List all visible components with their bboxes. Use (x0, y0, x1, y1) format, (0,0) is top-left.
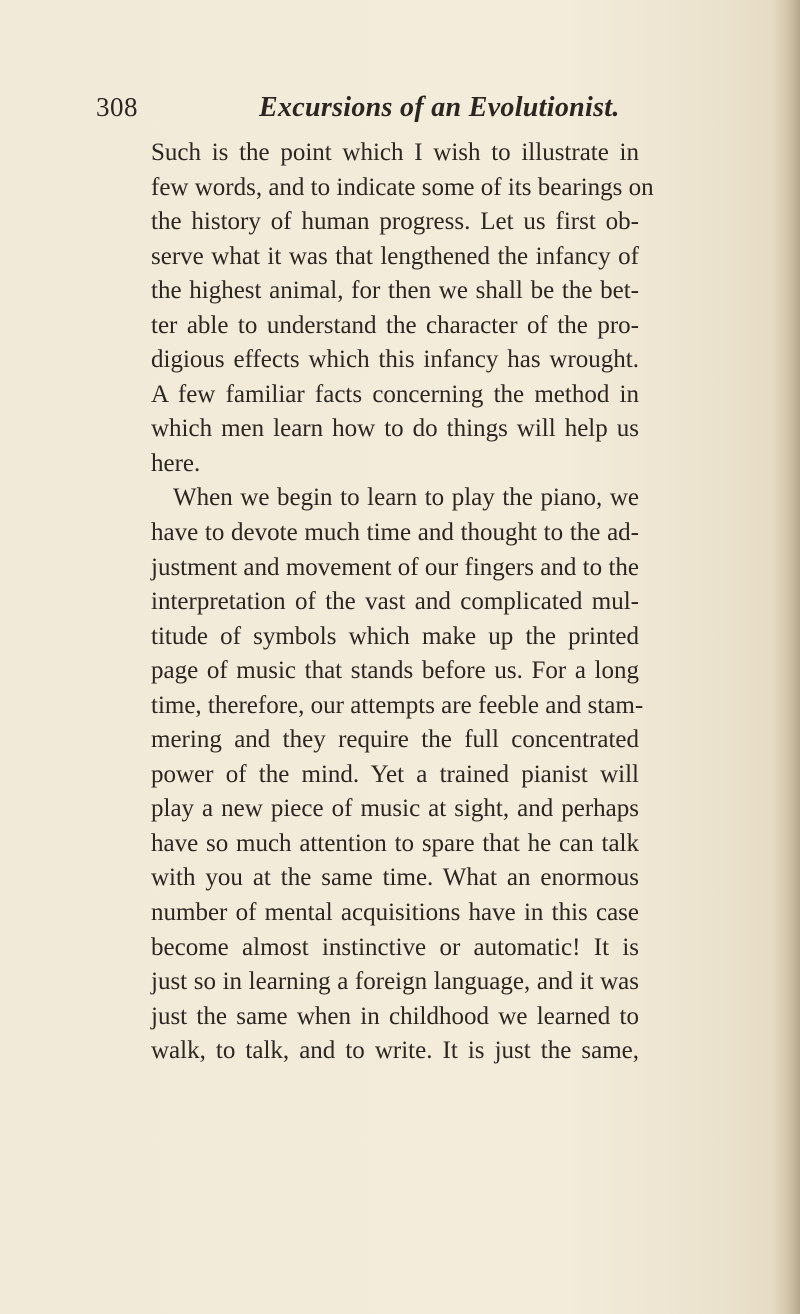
text-line: mering and they require the full concentrated (151, 726, 639, 754)
text-line: number of mental acquisitions have in this case (151, 899, 639, 927)
text-line: time, therefore, our attempts are feeble and stam- (151, 691, 644, 719)
text-line: with you at the same time. What an enormous (151, 864, 639, 892)
text-line: walk, to talk, and to write. It is just the same, (151, 1037, 639, 1065)
text-line: just so in learning a foreign language, and it was (151, 968, 639, 996)
page-header (96, 92, 656, 128)
text-line: ter able to understand the character of the pro- (151, 311, 639, 339)
text-line: just the same when in childhood we learned to (151, 1002, 639, 1030)
text-line: serve what it was that lengthened the infancy of (151, 242, 639, 270)
text-line: become almost instinctive or automatic! It is (151, 933, 639, 961)
text-line: power of the mind. Yet a trained pianist will (151, 760, 639, 788)
paragraph-first-line: When we begin to learn to play the piano, we (173, 484, 639, 512)
text-line: A few familiar facts concerning the method in (151, 380, 639, 408)
text-line: the highest animal, for then we shall be the bet- (151, 277, 639, 305)
text-line: interpretation of the vast and complicated mul- (151, 588, 639, 616)
body-text (151, 136, 654, 1069)
text-line: have so much attention to spare that he can talk (151, 829, 639, 857)
text-line: which men learn how to do things will help us (151, 415, 639, 443)
text-line: titude of symbols which make up the printed (151, 622, 639, 650)
text-line: page of music that stands before us. For a long (151, 657, 639, 685)
running-head: Excursions of an Evolutionist. (259, 92, 620, 123)
page-number: 308 (96, 92, 138, 122)
page-edge-shadow (772, 0, 800, 1314)
text-line: have to devote much time and thought to the ad- (151, 519, 639, 547)
text-line: the history of human progress. Let us first ob- (151, 208, 639, 236)
text-line: play a new piece of music at sight, and perhaps (151, 795, 639, 823)
text-line: justment and movement of our fingers and to the (151, 553, 639, 581)
text-line: digious effects which this infancy has wrought. (151, 346, 639, 374)
text-line: here. (151, 449, 201, 477)
text-line: few words, and to indicate some of its bearings on (151, 173, 654, 201)
text-line: Such is the point which I wish to illustrate in (151, 139, 639, 166)
